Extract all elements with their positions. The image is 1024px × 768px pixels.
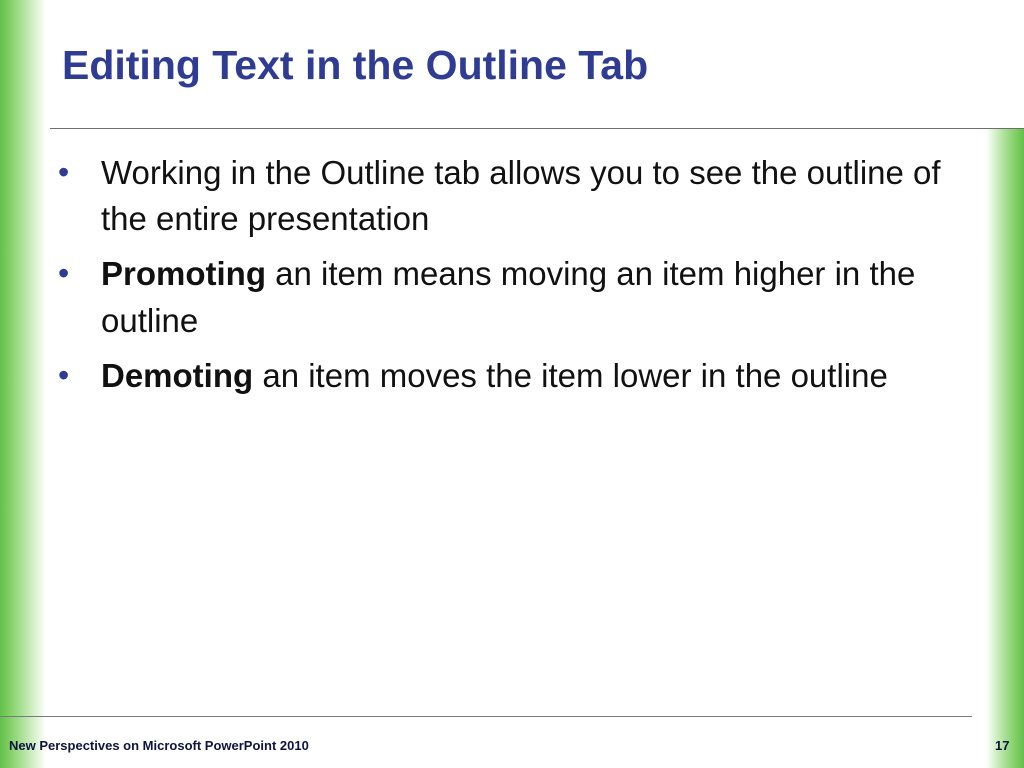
title-divider (50, 128, 1024, 129)
bullet-body-text: an item means moving an item higher in the outline (101, 255, 916, 339)
bullet-point-icon: • (58, 356, 70, 393)
bullet-body-text: an item moves the item lower in the outline (253, 356, 888, 394)
bullet-point-icon: • (58, 154, 70, 190)
bullet-text (101, 255, 915, 338)
footer-text: New Perspectives on Microsoft PowerPoint 2010 (9, 738, 309, 753)
bullet-point-icon: • (58, 255, 70, 292)
footer-divider (0, 716, 972, 717)
bullet-text (101, 154, 941, 237)
bullet-body-text: Working in the Outline tab allows you to see the outline of the entire presentation (101, 154, 941, 238)
bullet-list (56, 150, 986, 408)
bullet-bold-term: Promoting (101, 255, 266, 293)
bullet-item (56, 251, 986, 343)
page-number: 17 (995, 738, 1010, 753)
bullet-item (56, 353, 986, 399)
bullet-item (56, 150, 986, 242)
bullet-bold-term: Demoting (101, 356, 254, 394)
right-green-bar (986, 128, 1024, 768)
left-green-bar (0, 0, 46, 768)
bullet-text (101, 357, 888, 394)
slide-title: Editing Text in the Outline Tab (62, 42, 649, 88)
